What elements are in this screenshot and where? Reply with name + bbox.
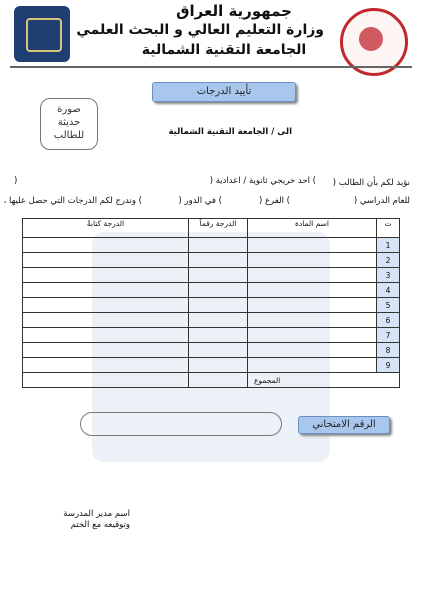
exam-number-field[interactable] — [80, 412, 282, 436]
subject-cell[interactable] — [248, 343, 377, 358]
exam-number-label: الرقم الامتحاني — [298, 416, 390, 434]
row-number: 8 — [377, 343, 400, 358]
table-row — [23, 313, 400, 328]
row-number: 4 — [377, 283, 400, 298]
subject-cell[interactable] — [248, 283, 377, 298]
col-index-header: ت — [377, 219, 400, 238]
header-ministry: وزارة التعليم العالي و البحث العلمي — [76, 22, 324, 38]
header-university: الجامعة التقنية الشمالية — [141, 42, 307, 58]
student-photo-box — [40, 98, 98, 150]
signature-line-1: اسم مدير المدرسة — [63, 509, 130, 519]
row-number: 2 — [377, 253, 400, 268]
photo-line-2: حديثة — [57, 117, 81, 128]
total-row — [23, 373, 400, 388]
grade-words-cell[interactable] — [23, 358, 189, 373]
total-number-cell[interactable] — [189, 373, 248, 388]
grade-words-cell[interactable] — [23, 283, 189, 298]
header-country: جمهورية العراق — [176, 2, 292, 20]
subject-cell[interactable] — [248, 238, 377, 253]
grade-words-cell[interactable] — [23, 238, 189, 253]
table-row — [23, 358, 400, 373]
para-line2-d: ) وندرج لكم الدرجات التي حصل عليها ، — [3, 196, 142, 206]
grade-number-cell[interactable] — [189, 283, 248, 298]
signature-block — [20, 509, 130, 531]
col-grade-words-header: الدرجة كتابةً — [23, 219, 189, 238]
ntu-shield-logo — [14, 6, 70, 62]
grades-certification-title: تأييد الدرجات — [152, 82, 296, 102]
addressee-line: الى / الجامعة التقنية الشمالية — [168, 127, 292, 137]
subject-cell[interactable] — [248, 253, 377, 268]
total-words-cell[interactable] — [23, 373, 189, 388]
grade-words-cell[interactable] — [23, 313, 189, 328]
para-line2-a: للعام الدراسي ( — [353, 196, 410, 206]
grade-number-cell[interactable] — [189, 313, 248, 328]
grade-words-cell[interactable] — [23, 253, 189, 268]
row-number: 7 — [377, 328, 400, 343]
subject-cell[interactable] — [248, 358, 377, 373]
para-line1-b: ) احد خريجي ثانوية / اعدادية ( — [209, 176, 316, 186]
grade-words-cell[interactable] — [23, 343, 189, 358]
subject-cell[interactable] — [248, 328, 377, 343]
grade-words-cell[interactable] — [23, 268, 189, 283]
grade-number-cell[interactable] — [189, 238, 248, 253]
grade-number-cell[interactable] — [189, 343, 248, 358]
row-number: 3 — [377, 268, 400, 283]
col-subject-header: اسم المادة — [248, 219, 377, 238]
grade-number-cell[interactable] — [189, 253, 248, 268]
grade-number-cell[interactable] — [189, 358, 248, 373]
table-row — [23, 283, 400, 298]
photo-line-3: للطالب — [53, 130, 85, 141]
subject-cell[interactable] — [248, 298, 377, 313]
total-label: المجموع — [248, 373, 400, 388]
para-line2-b: ) الفرع ( — [258, 196, 290, 206]
signature-line-2: وتوقيعه مع الختم — [70, 520, 130, 530]
para-line1-c: ) — [14, 176, 18, 186]
grade-number-cell[interactable] — [189, 328, 248, 343]
grade-number-cell[interactable] — [189, 268, 248, 283]
col-grade-number-header: الدرجة رقماً — [189, 219, 248, 238]
grade-words-cell[interactable] — [23, 328, 189, 343]
row-number: 1 — [377, 238, 400, 253]
photo-line-1: صورة — [57, 104, 81, 115]
table-row — [23, 238, 400, 253]
grades-table-header — [23, 219, 400, 238]
table-row — [23, 298, 400, 313]
grades-table — [22, 218, 400, 388]
subject-cell[interactable] — [248, 313, 377, 328]
table-row — [23, 253, 400, 268]
row-number: 9 — [377, 358, 400, 373]
header-divider — [10, 66, 412, 68]
para-line1-a: نؤيد لكم بأن الطالب ( — [332, 178, 410, 188]
para-line2-c: ) في الدور ( — [178, 196, 222, 206]
grade-words-cell[interactable] — [23, 298, 189, 313]
subject-cell[interactable] — [248, 268, 377, 283]
row-number: 6 — [377, 313, 400, 328]
row-number: 5 — [377, 298, 400, 313]
grade-number-cell[interactable] — [189, 298, 248, 313]
table-row — [23, 343, 400, 358]
table-row — [23, 268, 400, 283]
table-row — [23, 328, 400, 343]
